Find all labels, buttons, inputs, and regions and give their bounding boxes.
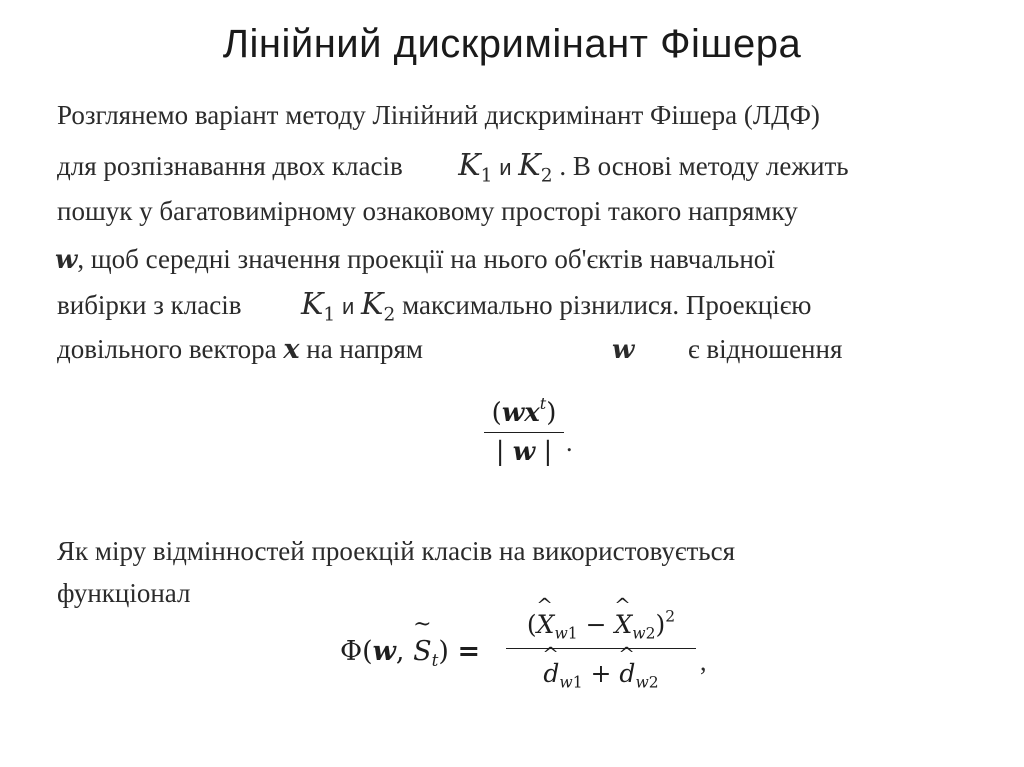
- math-w: w: [55, 245, 78, 275]
- math-w-direction: w: [612, 335, 635, 365]
- fraction-bar: [484, 432, 564, 433]
- functional-formula: [506, 607, 696, 692]
- text-line-5: [57, 287, 811, 326]
- conj-and-1: и: [499, 155, 512, 180]
- functional-denominator: ^ $d_{w1}$ + ^ $d_{w2}$: [506, 659, 696, 691]
- text-line-6-mid: на напрям: [306, 334, 423, 364]
- projection-denominator: | w |: [495, 437, 553, 467]
- text-line-5-end: максимально різнилися. Проекцією: [402, 290, 812, 320]
- text-line-8: функціонал: [57, 578, 191, 608]
- text-line-2: [57, 148, 849, 187]
- functional-numerator: (^ $X_{w1}$ − ^ $X_{w2})^2$: [506, 610, 696, 642]
- math-k1: $K_1$: [300, 287, 336, 326]
- formula-comma: ,: [700, 647, 707, 676]
- text-line-5-start: вибірки з класів: [57, 290, 242, 320]
- text-line-7: Як міру відмінностей проекцій класів на використовується: [57, 536, 735, 566]
- text-line-6: [57, 334, 423, 365]
- math-k2: $K_2$: [361, 287, 396, 326]
- text-line-4: [55, 244, 775, 275]
- conj-and-2: и: [342, 294, 355, 319]
- math-k1: $K_1$: [458, 148, 493, 187]
- projection-formula: [484, 393, 564, 467]
- text-line-2-start: для розпізнавання двох класів: [57, 151, 403, 181]
- text-line-6-end: є відношення: [688, 334, 843, 364]
- formula-period: .: [566, 428, 573, 457]
- slide-title: Лінійний дискримінант Фішера: [222, 22, 802, 66]
- math-x: x: [283, 334, 300, 365]
- text-line-4-rest: , щоб середні значення проекції на нього об'єктів навчальної: [77, 244, 775, 274]
- fraction-bar: [506, 648, 696, 649]
- functional-lhs: Φ(w, ~ $S_t$) =: [340, 636, 480, 670]
- text-line-2-end: . В основі методу лежить: [559, 151, 849, 181]
- math-k2: $K_2$: [518, 148, 553, 187]
- text-line-3: пошук у багатовимірному ознаковому просторі такого напрямку: [57, 196, 798, 226]
- text-line-6-start: довільного вектора: [57, 334, 277, 364]
- projection-numerator: $(wx^t)$: [491, 393, 557, 428]
- text-line-1: Розглянемо варіант методу Лінійний дискримінант Фішера (ЛДФ): [57, 100, 820, 130]
